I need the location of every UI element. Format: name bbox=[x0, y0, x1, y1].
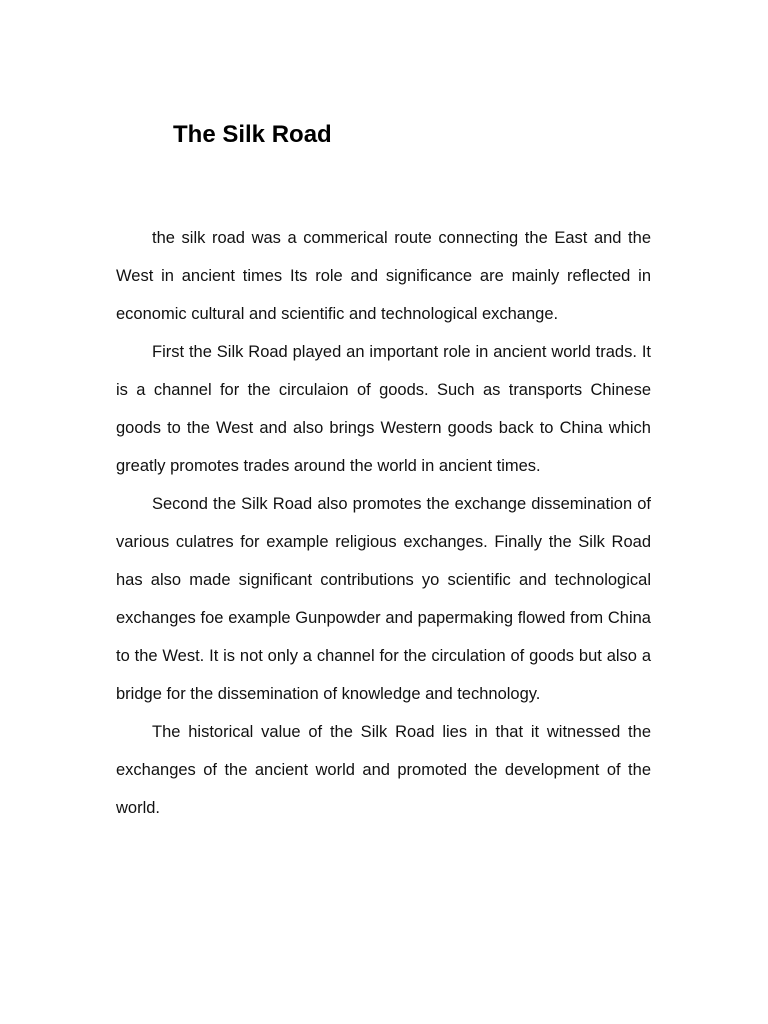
document-title: The Silk Road bbox=[173, 121, 332, 148]
document-body bbox=[116, 219, 651, 827]
paragraph-3: Second the Silk Road also promotes the exchange dissemination of various culatres for example religious exchanges. Finally the Silk Road has also made significant contributions yo scientific and technological exchanges foe example Gunpowder and papermaking flowed from China to the West. It is not only a channel for the circulation of goods but also a bridge for the dissemination of knowledge and technology. bbox=[116, 495, 651, 703]
paragraph-1: the silk road was a commerical route connecting the East and the West in ancient times Its role and significance are mainly reflected in economic cultural and scientific and technological exchange. bbox=[116, 229, 651, 323]
paragraph-4: The historical value of the Silk Road lies in that it witnessed the exchanges of the ancient world and promoted the development of the world. bbox=[116, 723, 651, 817]
paragraph-2: First the Silk Road played an important role in ancient world trads. It is a channel for the circulaion of goods. Such as transports Chinese goods to the West and also brings Western goods back to China which greatly promotes trades around the world in ancient times. bbox=[116, 343, 651, 475]
